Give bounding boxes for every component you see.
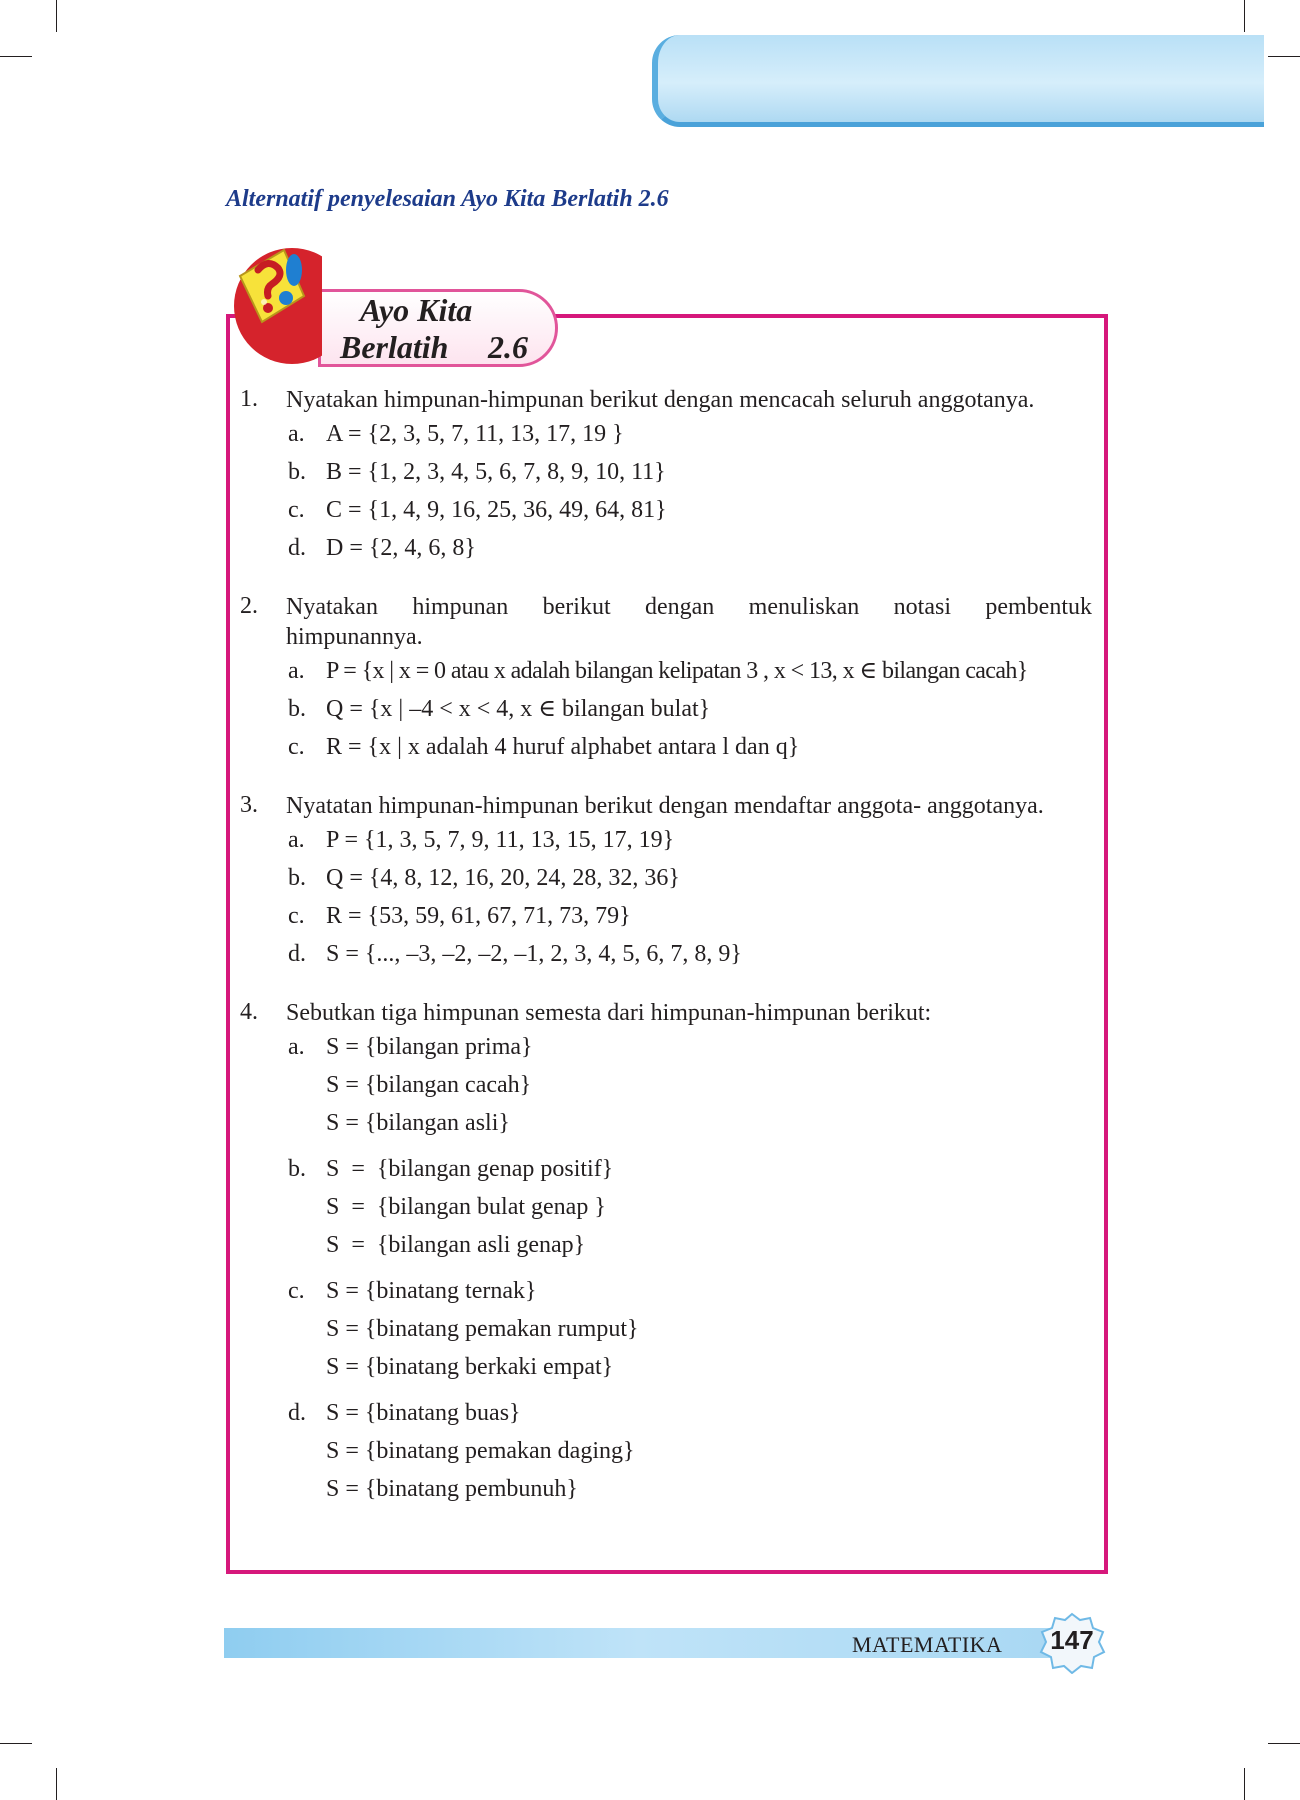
group-line: S = {bilangan prima} xyxy=(326,1034,533,1060)
section-title: Alternatif penyelesaian Ayo Kita Berlatih 2.6 xyxy=(226,186,669,212)
question-number: 1. xyxy=(240,386,258,412)
page-number: 147 xyxy=(1050,1625,1094,1655)
crop-mark xyxy=(0,56,32,57)
answer-item xyxy=(288,897,1092,935)
question-2 xyxy=(240,593,1092,766)
item-label: a. xyxy=(288,658,305,684)
group-line: S = {bilangan asli} xyxy=(326,1110,510,1136)
item-label: b. xyxy=(288,459,306,485)
item-label: d. xyxy=(288,941,306,967)
question-4 xyxy=(240,999,1092,1508)
group-line: S = {binatang pemakan rumput} xyxy=(326,1316,639,1342)
item-value: B = {1, 2, 3, 4, 5, 6, 7, 8, 9, 10, 11} xyxy=(326,459,666,485)
group-line: S = {binatang ternak} xyxy=(326,1278,537,1304)
header-tab-decoration xyxy=(652,35,1264,127)
exercise-title-line2: Berlatih xyxy=(340,329,449,365)
group-line: S = {binatang berkaki empat} xyxy=(326,1354,614,1380)
answer-item xyxy=(288,821,1092,859)
item-label: c. xyxy=(288,903,305,929)
item-value: C = {1, 4, 9, 16, 25, 36, 49, 64, 81} xyxy=(326,497,667,523)
answer-group xyxy=(288,1150,1092,1264)
group-line: S = {bilangan asli genap} xyxy=(326,1232,586,1258)
group-line: S = {bilangan cacah} xyxy=(326,1072,532,1098)
group-label: c. xyxy=(288,1278,305,1304)
group-line: S = {bilangan genap positif} xyxy=(326,1156,614,1182)
crop-mark xyxy=(1268,1743,1300,1744)
answer-item xyxy=(288,652,1092,690)
crop-mark xyxy=(1244,1768,1245,1800)
answer-item xyxy=(288,453,1092,491)
exercise-content xyxy=(240,386,1092,1534)
item-value: P = {x | x = 0 atau x adalah bilangan kelipatan 3 , x < 13, x ∈ bilangan cacah} xyxy=(326,658,1028,684)
question-number: 3. xyxy=(240,792,258,818)
question-text: Sebutkan tiga himpunan semesta dari himpunan-himpunan berikut: xyxy=(286,1000,932,1026)
question-text-line2: himpunannya. xyxy=(286,624,423,650)
footer-subject: MATEMATIKA xyxy=(852,1632,1003,1657)
item-label: b. xyxy=(288,696,306,722)
crop-mark xyxy=(1268,56,1300,57)
item-label: a. xyxy=(288,421,305,447)
item-value: Q = {4, 8, 12, 16, 20, 24, 28, 32, 36} xyxy=(326,865,680,891)
group-line: S = {bilangan bulat genap } xyxy=(326,1194,606,1220)
crop-mark xyxy=(1244,0,1245,32)
item-value: D = {2, 4, 6, 8} xyxy=(326,535,476,561)
item-label: a. xyxy=(288,827,305,853)
exercise-title-number: 2.6 xyxy=(488,329,528,365)
exercise-title-line1: Ayo Kita xyxy=(360,292,473,328)
question-3 xyxy=(240,792,1092,973)
answer-group xyxy=(288,1028,1092,1142)
item-label: c. xyxy=(288,497,305,523)
item-value: A = {2, 3, 5, 7, 11, 13, 17, 19 } xyxy=(326,421,624,447)
answer-item xyxy=(288,728,1092,766)
item-label: b. xyxy=(288,865,306,891)
item-value: Q = {x | –4 < x < 4, x ∈ bilangan bulat} xyxy=(326,696,711,722)
crop-mark xyxy=(56,0,57,32)
answer-item xyxy=(288,491,1092,529)
answer-item xyxy=(288,415,1092,453)
item-value: P = {1, 3, 5, 7, 9, 11, 13, 15, 17, 19} xyxy=(326,827,675,853)
question-text: Nyatakan himpunan-himpunan berikut dengan mencacah seluruh anggotanya. xyxy=(286,387,1035,413)
answer-group xyxy=(288,1394,1092,1508)
group-line: S = {binatang buas} xyxy=(326,1400,521,1426)
group-line: S = {binatang pembunuh} xyxy=(326,1476,578,1502)
answer-item xyxy=(288,690,1092,728)
answer-item xyxy=(288,859,1092,897)
question-text-line1: Nyatakan himpunan berikut dengan menuliskan notasi pembentuk xyxy=(286,594,1092,620)
question-number: 2. xyxy=(240,593,258,619)
item-label: c. xyxy=(288,734,305,760)
group-label: b. xyxy=(288,1156,306,1182)
group-label: a. xyxy=(288,1034,305,1060)
answer-item xyxy=(288,935,1092,973)
question-number: 4. xyxy=(240,999,258,1025)
group-label: d. xyxy=(288,1400,306,1426)
item-label: d. xyxy=(288,535,306,561)
question-1 xyxy=(240,386,1092,567)
item-value: S = {..., –3, –2, –2, –1, 2, 3, 4, 5, 6, 7, 8, 9} xyxy=(326,941,742,967)
question-text: Nyatatan himpunan-himpunan berikut dengan mendaftar anggota- anggotanya. xyxy=(286,793,1044,819)
crop-mark xyxy=(56,1768,57,1800)
question-exclamation-badge-icon xyxy=(228,236,322,366)
answer-item xyxy=(288,529,1092,567)
group-line: S = {binatang pemakan daging} xyxy=(326,1438,635,1464)
answer-group xyxy=(288,1272,1092,1386)
crop-mark xyxy=(0,1743,32,1744)
item-value: R = {53, 59, 61, 67, 71, 73, 79} xyxy=(326,903,631,929)
item-value: R = {x | x adalah 4 huruf alphabet antara l dan q} xyxy=(326,734,800,760)
